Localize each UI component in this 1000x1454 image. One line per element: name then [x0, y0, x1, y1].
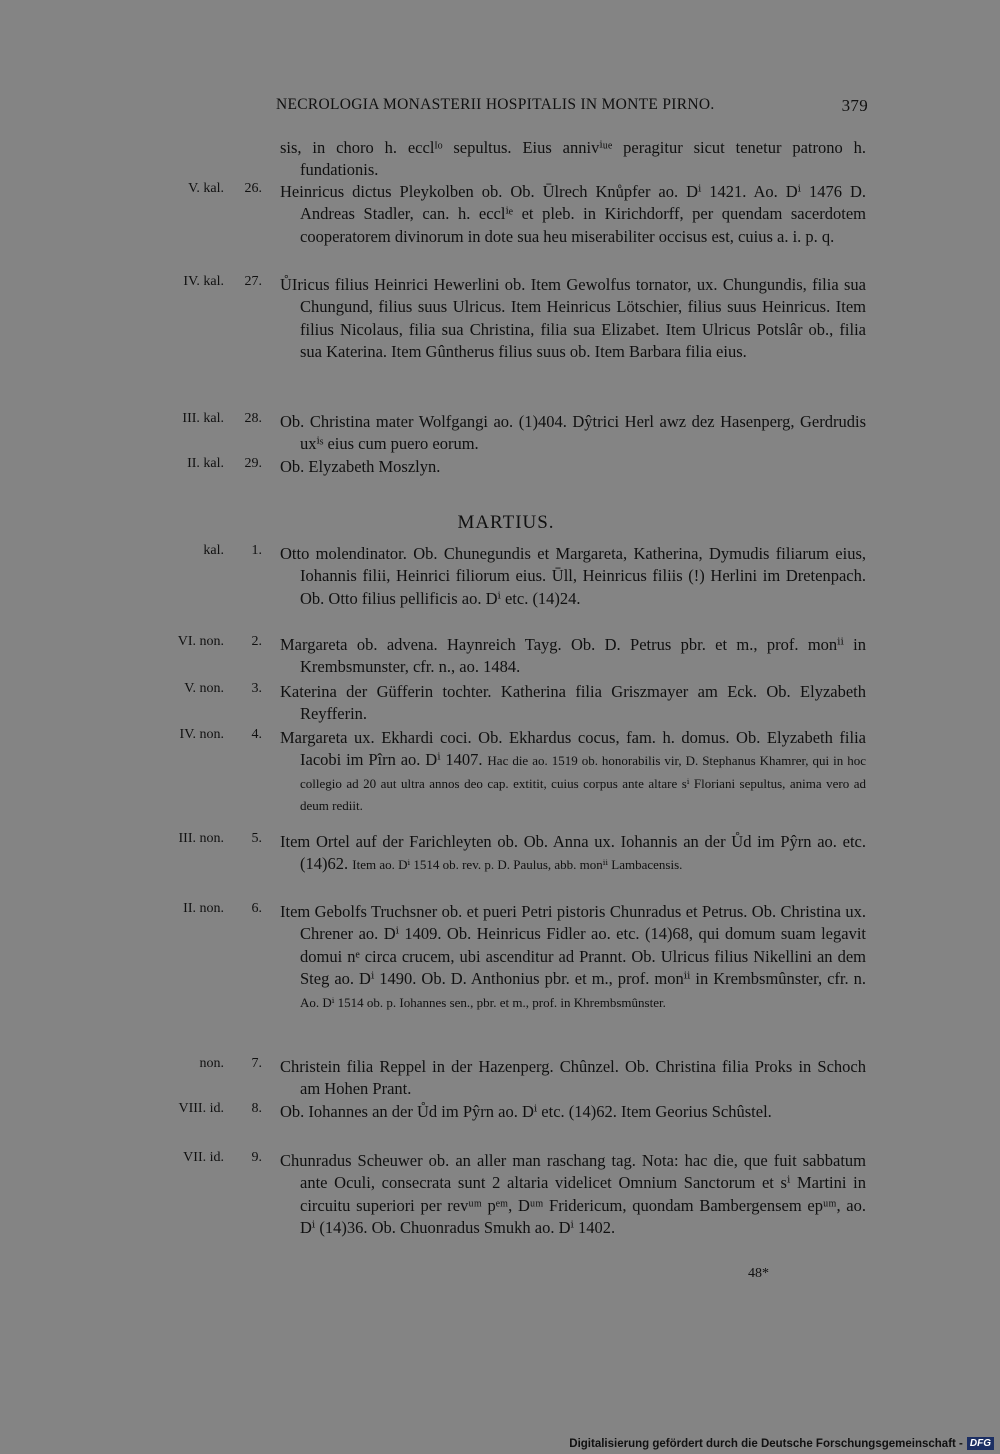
running-header [276, 96, 868, 116]
entry-main-text: sis, in choro h. ecclᴵᵒ sepultus. Eius annivⁱᵘᵉ peragitur sicut tenetur patrono h. fundationis. [280, 138, 866, 180]
entry-text [280, 1150, 866, 1240]
entry-day-number: 26. [244, 181, 262, 196]
digitization-footer [569, 1437, 994, 1450]
entry-day-number: 3. [251, 681, 262, 696]
entry-date: VI. non. [177, 634, 224, 649]
entry-text [280, 456, 866, 478]
entry-day-number: 28. [244, 411, 262, 426]
entry-later-addition: Item ao. Dⁱ 1514 ob. rev. p. D. Paulus, abb. monⁱⁱ Lambacensis. [352, 857, 683, 873]
running-title: NECROLOGIA MONASTERII HOSPITALIS IN MONTE PIRNO. [276, 96, 715, 113]
entry-date: V. non. [184, 681, 224, 696]
entry-date: IV. kal. [183, 274, 224, 289]
entry-text [280, 137, 866, 182]
entry-text [280, 634, 866, 679]
entry-main-text: Otto molendinator. Ob. Chunegundis et Margareta, Katherina, Dymudis filiarum eius, Iohannis filii, Heinrici filiorum eius. Ūll, Heinricus filiis (!) Herlini im Dretenpach. Ob. Otto filius pellificis ao. Dⁱ etc. (14)24. [280, 544, 866, 608]
entry-text [280, 181, 866, 248]
entry-date: kal. [203, 543, 224, 558]
entry-main-text: Ob. Elyzabeth Moszlyn. [280, 457, 441, 476]
entry-main-text: ŮIricus filius Heinrici Hewerlini ob. Item Gewolfus tornator, ux. Chungundis, filia sua Chungund, filius suus Ulricus. Item Heinricus Lötschier, filius suus Heinricus. Item filius Nicolaus, filia sua Christina, filia sua Elizabet. Item Ulricus Potslâr ob., filia sua Katerina. Item Gûntherus filius suus ob. Item Barbara filia eius. [280, 275, 866, 362]
entry-main-text: Margareta ob. advena. Haynreich Tayg. Ob. D. Petrus pbr. et m., prof. monⁱⁱ in Krembsmunster, cfr. n., ao. 1484. [280, 635, 866, 677]
entry-text [280, 727, 866, 817]
page-number: 379 [841, 96, 868, 115]
month-heading: MARTIUS. [457, 512, 555, 533]
entry-day-number: 9. [251, 1150, 262, 1165]
entry-day-number: 4. [251, 727, 262, 742]
entry-date: VII. id. [183, 1150, 224, 1165]
entry-day-number: 2. [251, 634, 262, 649]
entry-text [280, 274, 866, 364]
entry-main-text: Katerina der Güfferin tochter. Katherina filia Griszmayer am Eck. Ob. Elyzabeth Reyfferin. [280, 682, 866, 724]
entry-date: III. kal. [182, 411, 224, 426]
entry-main-text: Christein filia Reppel in der Hazenperg. Chûnzel. Ob. Christina filia Proks in Schoch am Hohen Prant. [280, 1057, 866, 1099]
entry-main-text: Heinricus dictus Pleykolben ob. Ob. Ūlrech Knůpfer ao. Dⁱ 1421. Ao. Dⁱ 1476 D. Andreas Stadler, can. h. ecclⁱᵉ et pleb. in Kirichdorff, per quendam sacerdotem cooperatorem divinorum in dote sua heu miserabiliter occisus est, cuius a. i. p. q. [280, 182, 866, 246]
entry-main-text: Chunradus Scheuwer ob. an aller man raschang tag. Nota: hac die, que fuit sabbatum ante Oculi, consecrata sunt 2 altaria videlicet Omnium Sanctorum et sⁱ Martini in circuitu superiori per revᵘᵐ pᵉᵐ, Dᵘᵐ Fridericum, quondam Bambergensem epᵘᵐ, ao. Dⁱ (14)36. Ob. Chuonradus Smukh ao. Dⁱ 1402. [280, 1151, 866, 1238]
entry-date: non. [199, 1056, 224, 1071]
footer-text: Digitalisierung gefördert durch die Deutsche Forschungsgemeinschaft - [569, 1437, 963, 1450]
entry-date: III. non. [178, 831, 224, 846]
entry-date: IV. non. [179, 727, 224, 742]
entry-main-text: Ob. Christina mater Wolfgangi ao. (1)404. Dŷtrici Herl awz dez Hasenperg, Gerdrudis uxⁱˢ eius cum puero eorum. [280, 412, 866, 454]
entry-date: II. non. [183, 901, 224, 916]
entry-text [280, 831, 866, 876]
entry-text [280, 681, 866, 726]
entry-date: V. kal. [188, 181, 224, 196]
entry-day-number: 1. [251, 543, 262, 558]
entry-day-number: 6. [251, 901, 262, 916]
sheet-signature: 48* [748, 1266, 769, 1281]
entry-day-number: 7. [251, 1056, 262, 1071]
entry-later-addition: Ao. Dⁱ 1514 ob. p. Iohannes sen., pbr. et m., prof. in Khrembsmûnster. [300, 994, 666, 1010]
entry-text [280, 901, 866, 1013]
entry-text [280, 411, 866, 456]
entry-main-text: Item Ortel auf der Farichleyten ob. Ob. Anna ux. Iohannis an der Ůd im Pŷrn ao. etc. (14)62. [280, 832, 866, 874]
entry-day-number: 27. [244, 274, 262, 289]
entry-date: II. kal. [187, 456, 224, 471]
entry-text [280, 1101, 866, 1123]
entry-main-text: Item Gebolfs Truchsner ob. et pueri Petri pistoris Chunradus et Petrus. Ob. Christina ux. Chrener ao. Dⁱ 1409. Ob. Heinricus Fidler ao. etc. (14)68, qui domum suam legavit domui nᵉ circa crucem, ubi ascenditur ad Prannt. Ob. Ulricus filius Nikellini an dem Steg ao. Dⁱ 1490. Ob. D. Anthonius pbr. et m., prof. monⁱⁱ in Krembsmûnster, cfr. n. [280, 902, 866, 989]
entry-main-text: Ob. Iohannes an der Ůd im Pŷrn ao. Dⁱ etc. (14)62. Item Georius Schûstel. [280, 1102, 772, 1121]
entry-text [280, 1056, 866, 1101]
entry-later-addition: Hac die ao. 1519 ob. honorabilis vir, D. Stephanus Khamrer, qui in hoc collegio ad 20 aut ultra annos deo cap. extitit, cuius corpus ante altare sⁱ Floriani sepultus, anima vero ad deum rediit. [300, 753, 867, 814]
entry-day-number: 5. [251, 831, 262, 846]
entry-main-text: Margareta ux. Ekhardi coci. Ob. Ekhardus cocus, fam. h. domus. Ob. Elyzabeth filia Iacobi im Pîrn ao. Dⁱ 1407. [280, 728, 866, 770]
entry-day-number: 29. [244, 456, 262, 471]
entry-date: VIII. id. [178, 1101, 224, 1116]
entry-text [280, 543, 866, 610]
dfg-logo: DFG [967, 1437, 994, 1450]
entry-day-number: 8. [251, 1101, 262, 1116]
